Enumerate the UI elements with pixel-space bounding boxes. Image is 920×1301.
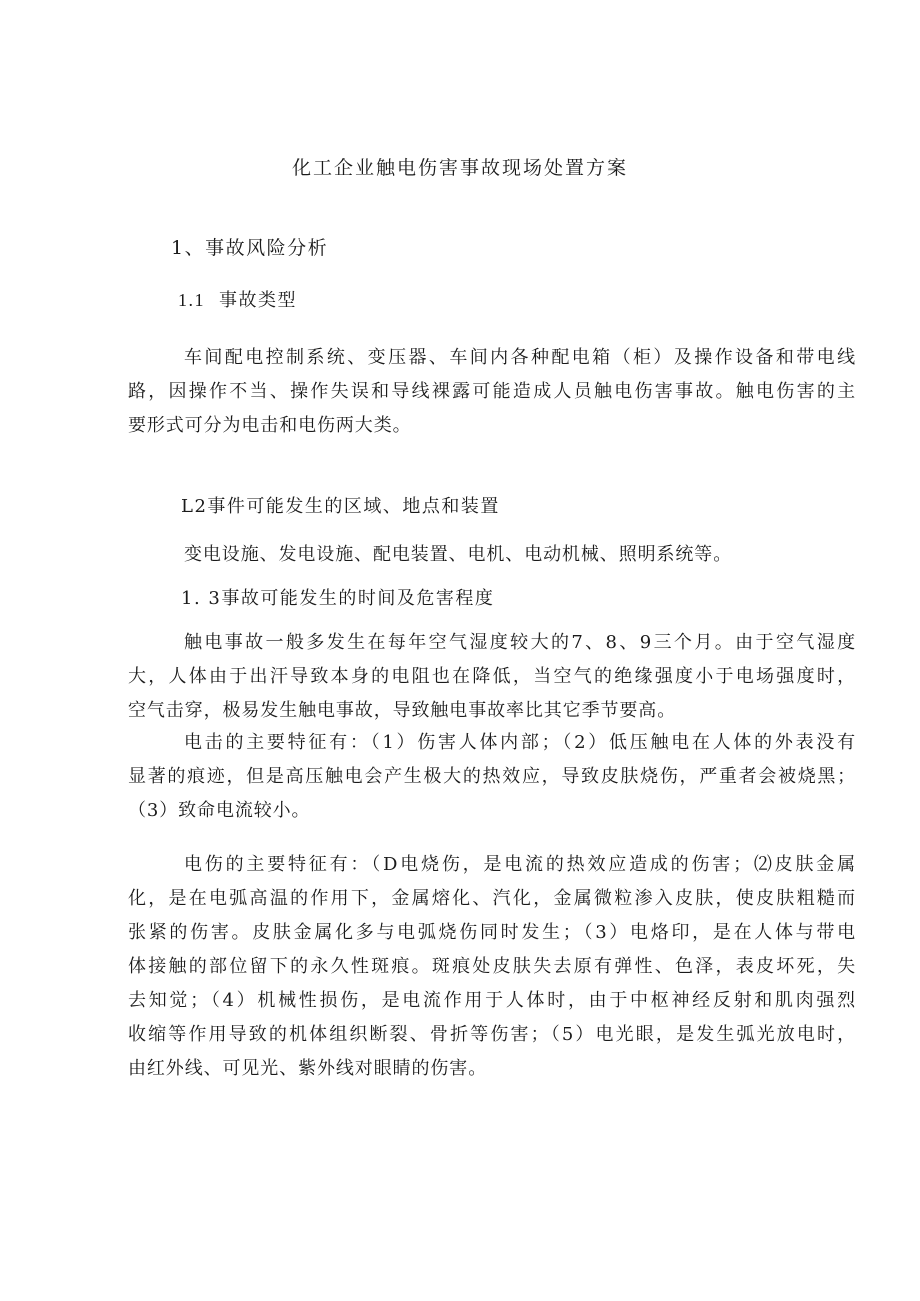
paragraph-line: 路，因操作不当、操作失误和导线裸露可能造成人员触电伤害事故。触电伤害的主: [128, 381, 856, 402]
paragraph-line: 触电事故一般多发生在每年空气湿度较大的7、8、9三个月。由于空气湿度: [184, 632, 856, 653]
electric-shock-paragraph: [128, 726, 856, 828]
paragraph-line: 车间配电控制系统、变压器、车间内各种配电箱（柜）及操作设备和带电线: [184, 347, 856, 368]
section-1-1-number: 1.1: [178, 290, 205, 310]
paragraph-line: 电伤的主要特征有：（D电烧伤，是电流的热效应造成的伤害；⑵皮肤金属: [184, 854, 856, 875]
paragraph-line: 电击的主要特征有：（1）伤害人体内部；（2）低压触电在人体的外表没有: [184, 732, 856, 753]
paragraph-line: 空气击穿，极易发生触电事故，导致触电事故率比其它季节要高。: [128, 700, 677, 721]
locations-paragraph: [128, 538, 856, 572]
paragraph-line: 体接触的部位留下的永久性斑痕。斑痕处皮肤失去原有弹性、色泽，表皮坏死，失: [128, 956, 856, 977]
paragraph-line: 张紧的伤害。皮肤金属化多与电弧烧伤同时发生；（3）电烙印，是在人体与带电: [128, 922, 856, 943]
paragraph-line: 收缩等作用导致的机体组织断裂、骨折等伤害；（5）电光眼，是发生弧光放电时，: [128, 1024, 856, 1045]
paragraph-line: 化，是在电弧高温的作用下，金属熔化、汽化，金属微粒渗入皮肤，使皮肤粗糙而: [128, 888, 856, 909]
paragraph-line: 由红外线、可见光、紫外线对眼睛的伤害。: [128, 1058, 488, 1079]
paragraph-line: （3）致命电流较小。: [128, 800, 311, 821]
section-1-3-heading: 1. 3事故可能发生的时间及危害程度: [181, 588, 495, 609]
section-1-2-heading: L2事件可能发生的区域、地点和装置: [181, 496, 500, 517]
section-1-1-heading: [178, 286, 297, 315]
time-hazard-paragraph: [128, 626, 856, 728]
paragraph-line: 变电设施、发电设施、配电装置、电机、电动机械、照明系统等。: [184, 544, 733, 565]
paragraph-line: 要形式可分为电击和电伤两大类。: [128, 415, 412, 436]
paragraph-line: 大，人体由于出汗导致本身的电阻也在降低，当空气的绝缘强度小于电场强度时，: [128, 666, 856, 687]
accident-type-paragraph: [128, 341, 856, 443]
electric-injury-paragraph: [128, 848, 856, 1086]
document-title: 化工企业触电伤害事故现场处置方案: [291, 157, 628, 179]
paragraph-line: 显著的痕迹，但是高压触电会产生极大的热效应，导致皮肤烧伤，严重者会被烧黑；: [128, 766, 856, 787]
paragraph-line: 去知觉；（4）机械性损伤，是电流作用于人体时，由于中枢神经反射和肌肉强烈: [128, 990, 856, 1011]
section-1-heading: 1、事故风险分析: [171, 237, 329, 259]
section-1-1-title: 事故类型: [219, 290, 297, 311]
